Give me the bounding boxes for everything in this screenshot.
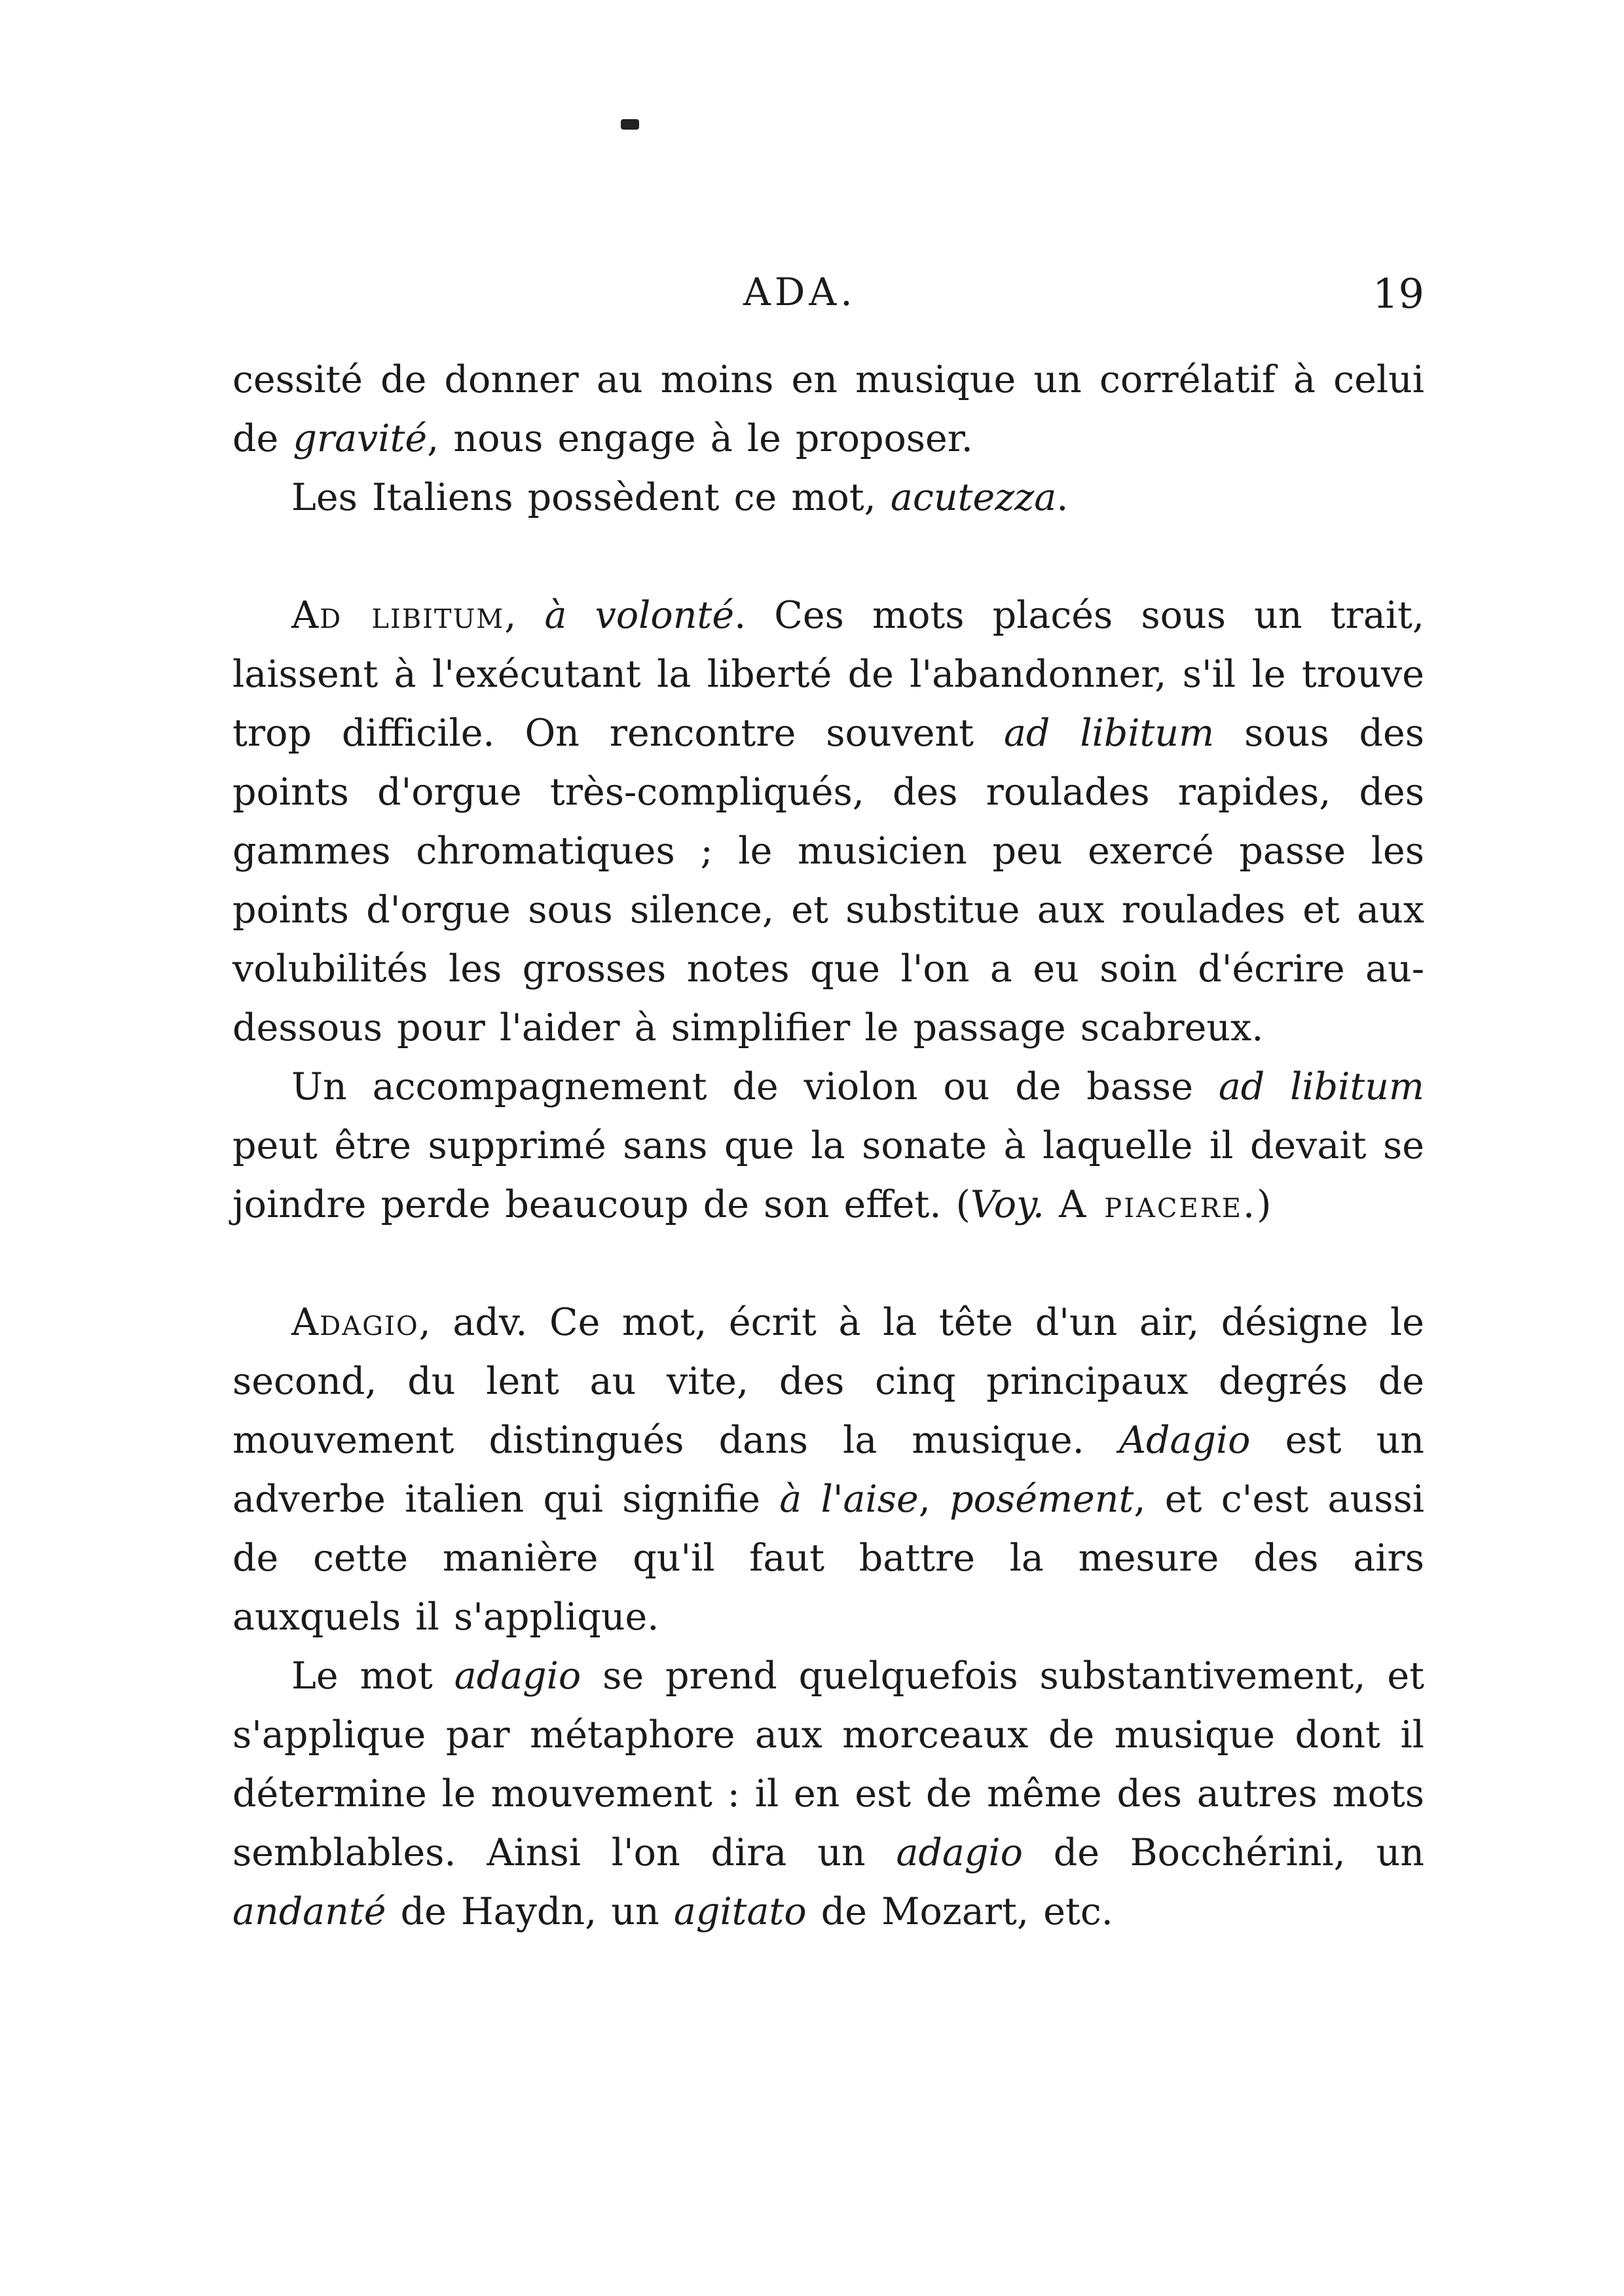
text-run: ,: [504, 594, 545, 637]
text-run: ,: [918, 1478, 950, 1521]
text-run: Le mot: [291, 1654, 454, 1698]
italic-term: ad libitum: [1003, 712, 1215, 755]
paragraph: [232, 468, 1424, 527]
text-run: cessité de donner au moins en musique un corrélatif à celui de: [232, 358, 1424, 460]
ink-mark: [621, 119, 639, 130]
cross-reference: A piacere.: [1059, 1183, 1257, 1226]
italic-term: ad libitum: [1218, 1065, 1424, 1108]
italic-term: adagio: [454, 1654, 581, 1698]
italic-term: andanté: [232, 1890, 386, 1933]
italic-term: acutezza: [890, 476, 1057, 519]
italic-term: agitato: [673, 1890, 807, 1933]
text-run: sous des points d'orgue très-compliqués, des roulades rapides, des gammes chromatiques ; le musicien peu exercé passe les points d'orgue sous silence, et substitue aux roulades et aux volubilités les grosses notes que l'on a eu soin d'écrire au-dessous pour l'aider à simplifier le passage scabreux.: [232, 712, 1424, 1049]
dictionary-entry-ad-libitum: [232, 586, 1424, 1057]
paragraph: [232, 1057, 1424, 1234]
text-run: de Bocchérini, un: [1022, 1831, 1425, 1874]
italic-term: Adagio: [1118, 1419, 1251, 1462]
running-head: ADA.: [743, 270, 857, 314]
text-run: Les Italiens possèdent ce mot,: [291, 476, 891, 519]
text-run: Un accompagnement de violon ou de basse: [291, 1065, 1219, 1108]
dictionary-entry-adagio: [232, 1293, 1424, 1647]
italic-term: posément: [950, 1478, 1134, 1521]
text-run: , et c'est aussi de cette manière qu'il faut battre la mesure des airs auxquels il s'applique.: [232, 1478, 1424, 1639]
text-run: .: [1056, 476, 1069, 519]
paragraph: [232, 1647, 1424, 1941]
text-run: , adv. Ce mot, écrit à la tête d'un air, désigne le second, du lent au vite, des cinq principaux degrés de mouvement distingués dans la musique.: [232, 1301, 1424, 1462]
text-run: ): [1257, 1183, 1272, 1226]
text-run: de Haydn, un: [386, 1890, 674, 1933]
italic-term: Voy.: [970, 1183, 1044, 1226]
text-run: se prend quelquefois substantivement, et s'applique par métaphore aux morceaux de musique dont il détermine le mouvement : il en est de même des autres mots semblables. Ainsi l'on dira un: [232, 1654, 1425, 1874]
page-text: [232, 350, 1424, 1941]
italic-term: à volonté: [544, 594, 735, 637]
paragraph-continuation: [232, 350, 1424, 468]
entry-headword: Adagio: [291, 1301, 419, 1344]
text-run: est un adverbe italien qui signifie: [232, 1419, 1424, 1521]
italic-term: adagio: [896, 1831, 1023, 1874]
italic-term: gravité: [293, 417, 428, 460]
entry-headword: Ad libitum: [291, 594, 505, 637]
page-number: 19: [1373, 270, 1424, 318]
text-run: , nous engage à le proposer.: [427, 417, 973, 460]
text-run: de Mozart, etc.: [806, 1890, 1113, 1933]
italic-term: à l'aise: [779, 1478, 919, 1521]
text-run: . Ces mots placés sous un trait, laissent à l'exécutant la liberté de l'abandonner, s'il le trouve trop difficile. On rencontre souvent: [232, 594, 1425, 755]
text-run: peut être supprimé sans que la sonate à laquelle il devait se joindre perde beaucoup de son effet. (: [232, 1124, 1424, 1226]
page-header: [232, 270, 1424, 329]
